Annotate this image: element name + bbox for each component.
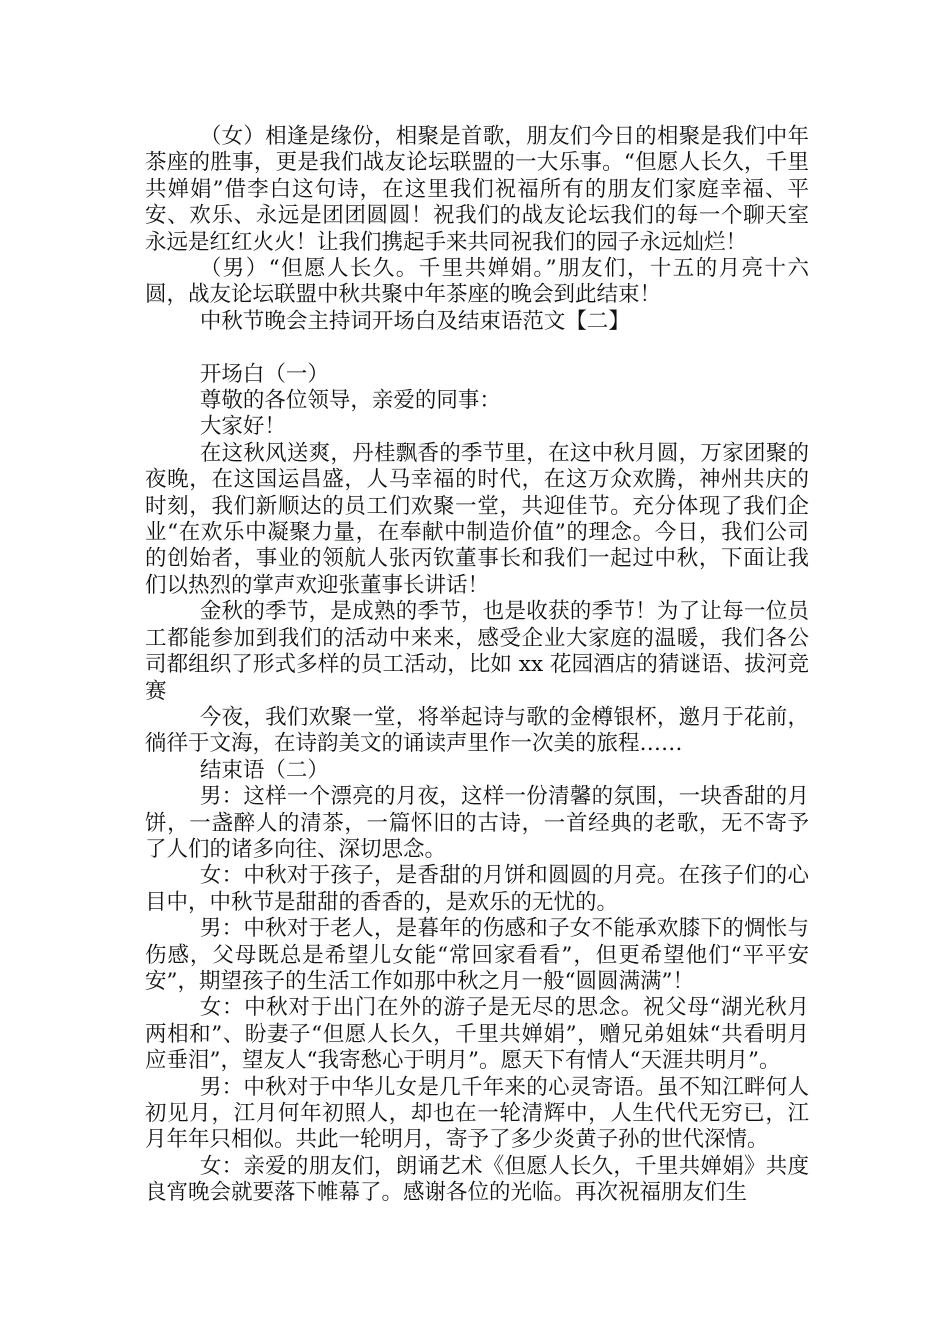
paragraph-female-children: 女：中秋对于孩子，是香甜的月饼和圆圆的月亮。在孩子们的心目中，中秋节是甜甜的香香的，是欢乐的无忧的。: [145, 863, 809, 915]
paragraph-male-moonlit-night: 男：这样一个漂亮的月夜，这样一份清馨的氛围，一块香甜的月饼，一盏醉人的清茶，一篇怀旧的古诗，一首经典的老歌，无不寄予了人们的诸多向往、深切思念。: [145, 784, 809, 862]
blank-line: [145, 335, 809, 361]
closing-heading: 结束语（二）: [199, 757, 329, 783]
section-heading: 中秋节晚会主持词开场白及结束语范文【二】: [199, 308, 630, 334]
paragraph-female-farewell: 女：亲爱的朋友们，朗诵艺术《但愿人长久，千里共婵娟》共度良宵晚会就要落下帷幕了。感谢各位的光临。再次祝福朋友们生: [145, 1153, 809, 1206]
document-body: [145, 124, 809, 1207]
paragraph-female-wanderers: 女：中秋对于出门在外的游子是无尽的思念。祝父母“湖光秋月两相和”、盼妻子“但愿人长久，千里共婵娟”，赠兄弟姐妹“共看明月应垂泪”，望友人“我寄愁心于明月”。愿天下有情人“天涯共明月”。: [145, 995, 809, 1074]
paragraph-male-chinese-people: 男：中秋对于中华儿女是几千年来的心灵寄语。虽不知江畔何人初见月，江月何年初照人，却也在一轮清辉中，人生代代无穷已，江月年年只相似。共此一轮明月，寄予了多少炎黄子孙的世代深情。: [145, 1074, 809, 1153]
opening-heading: 开场白（一）: [199, 361, 329, 387]
greeting: 大家好！: [199, 414, 286, 440]
paragraph-opening-speech: 在这秋风送爽，丹桂飘香的季节里，在这中秋月圆，万家团聚的夜晚，在这国运昌盛，人马幸福的时代，在这万众欢腾，神州共庆的时刻，我们新顺达的员工们欢聚一堂，共迎佳节。充分体现了我们企业“在欢乐中凝聚力量，在奉献中制造价值”的理念。今日，我们公司的创始者，事业的领航人张丙钦董事长和我们一起过中秋，下面让我们以热烈的掌声欢迎张董事长讲话！: [145, 440, 809, 598]
paragraph-male-host-closing: （男）“但愿人长久。千里共婵娟。”朋友们，十五的月亮十六圆，战友论坛联盟中秋共聚中年茶座的晚会到此结束！: [145, 256, 809, 308]
paragraph-female-host-greeting: （女）相逢是缘份，相聚是首歌，朋友们今日的相聚是我们中年茶座的胜事，更是我们战友论坛联盟的一大乐事。“但愿人长久，千里共婵娟”借李白这句诗，在这里我们祝福所有的朋友们家庭幸福、平安、欢乐、永远是团团圆圆！祝我们的战友论坛我们的每一个聊天室永远是红红火火！让我们携起手来共同祝我们的园子永远灿烂！: [145, 124, 809, 255]
paragraph-male-elders: 男：中秋对于老人，是暮年的伤感和子女不能承欢膝下的惆怅与伤感，父母既总是希望儿女能“常回家看看”，但更希望他们“平平安安”，期望孩子的生活工作如那中秋之月一般“圆圆满满”！: [145, 916, 809, 994]
paragraph-golden-autumn: 金秋的季节，是成熟的季节，也是收获的季节！为了让每一位员工都能参加到我们的活动中来来，感受企业大家庭的温暖，我们各公司都组织了形式多样的员工活动，比如 xx 花园酒店的猜谜语、拔河竞赛: [145, 599, 809, 704]
salutation: 尊敬的各位领导，亲爱的同事：: [199, 388, 501, 414]
paragraph-tonight: 今夜，我们欢聚一堂，将举起诗与歌的金樽银杯，邀月于花前，徜徉于文海，在诗韵美文的诵读声里作一次美的旅程……: [145, 704, 809, 757]
